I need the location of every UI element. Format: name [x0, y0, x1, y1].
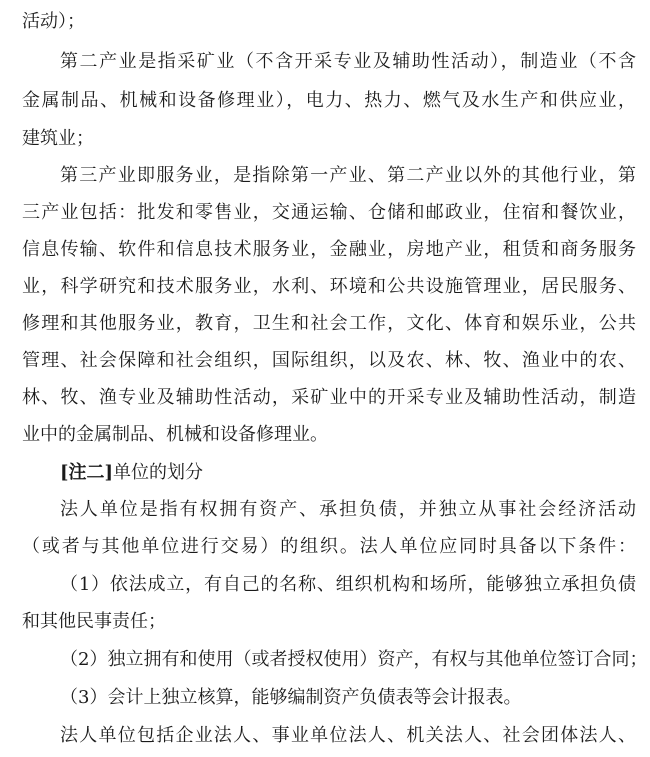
paragraph-line: 金属制品、机械和设备修理业），电力、热力、燃气及水生产和供应业，	[22, 90, 636, 111]
paragraph-line: 法人单位是指有权拥有资产、承担负债，并独立从事社会经济活动	[60, 499, 636, 520]
note-heading	[60, 459, 203, 487]
paragraph-line: 信息传输、软件和信息技术服务业，金融业，房地产业，租赁和商务服务	[22, 239, 636, 260]
note-title: 单位的划分	[113, 462, 204, 483]
paragraph-line: （或者与其他单位进行交易）的组织。法人单位应同时具备以下条件：	[22, 536, 636, 557]
paragraph-line: 法人单位包括企业法人、事业单位法人、机关法人、社会团体法人、	[60, 725, 636, 746]
paragraph-line: 管理、社会保障和社会组织，国际组织，以及农、林、牧、渔业中的农、	[22, 350, 636, 371]
paragraph-line: 业中的金属制品、机械和设备修理业。	[22, 424, 328, 445]
list-item-line: 和其他民事责任；	[22, 611, 166, 632]
text-line: 活动）；	[22, 11, 85, 32]
paragraph-line: 第三产业即服务业，是指除第一产业、第二产业以外的其他行业，第	[60, 165, 636, 186]
note-tag: [注二]	[60, 462, 114, 483]
paragraph-line: 建筑业；	[22, 128, 94, 149]
paragraph-line: 第二产业是指采矿业（不含开采专业及辅助性活动），制造业（不含	[60, 51, 636, 72]
paragraph-line: 修理和其他服务业，教育，卫生和社会工作，文化、体育和娱乐业，公共	[22, 313, 636, 334]
paragraph-line: 三产业包括：批发和零售业，交通运输、仓储和邮政业，住宿和餐饮业，	[22, 202, 636, 223]
paragraph-line: 业，科学研究和技术服务业，水利、环境和公共设施管理业，居民服务、	[22, 276, 636, 297]
paragraph-line: 林、牧、渔专业及辅助性活动，采矿业中的开采专业及辅助性活动，制造	[22, 387, 636, 408]
list-item-line: （3）会计上独立核算，能够编制资产负债表等会计报表。	[60, 687, 522, 708]
list-item-line: （1）依法成立，有自己的名称、组织机构和场所，能够独立承担负债	[60, 574, 636, 595]
list-item-line: （2）独立拥有和使用（或者授权使用）资产，有权与其他单位签订合同；	[60, 649, 648, 670]
